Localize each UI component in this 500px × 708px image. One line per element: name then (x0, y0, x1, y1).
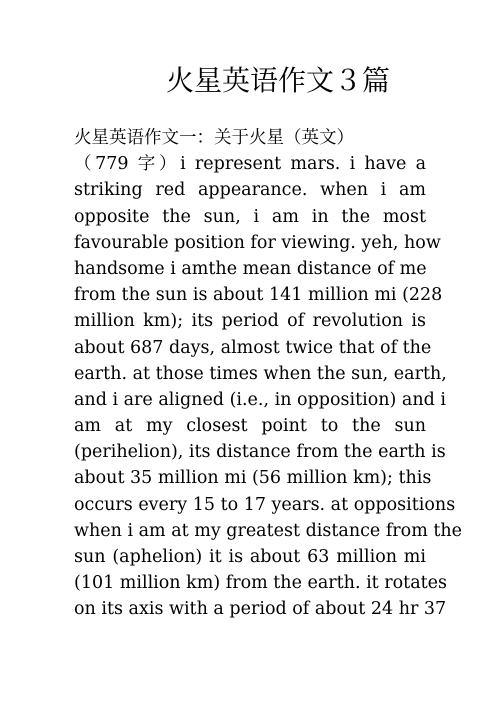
text-line: occurs every 15 to 17 years. at oppositions (74, 494, 456, 515)
text-line: favourable position for viewing. yeh, how (74, 232, 441, 253)
text-line: about 35 million mi (56 million km); this (74, 468, 432, 489)
text-line: （779 字）i represent mars. i have a (74, 154, 426, 175)
essay-heading-line: 火星英语作文一：关于火星（英文） (74, 128, 354, 148)
text-line: opposite the sun, i am in the most (74, 206, 426, 227)
text-line: (101 million km) from the earth. it rotates (74, 573, 448, 594)
text-line: about 687 days, almost twice that of the (74, 337, 432, 358)
text-line: and i are aligned (i.e., in opposition) and i (74, 389, 446, 410)
text-line: (perihelion), its distance from the earth is (74, 442, 446, 463)
document-body (74, 125, 463, 623)
text-line: am at my closest point to the sun (74, 416, 426, 437)
document-title: 火星英语作文３篇 (166, 64, 391, 97)
text-line: handsome i amthe mean distance of me (74, 258, 427, 279)
text-line: from the sun is about 141 million mi (228 (74, 285, 443, 306)
text-line: million km); its period of revolution is (74, 311, 426, 332)
text-line: sun (aphelion) it is about 63 million mi (74, 547, 426, 567)
text-line: earth. at those times when the sun, earth, (74, 363, 447, 384)
text-line: when i am at my greatest distance from the (74, 520, 463, 541)
text-line: on its axis with a period of about 24 hr 37 (74, 599, 447, 620)
text-line: striking red appearance. when i am (74, 180, 426, 201)
